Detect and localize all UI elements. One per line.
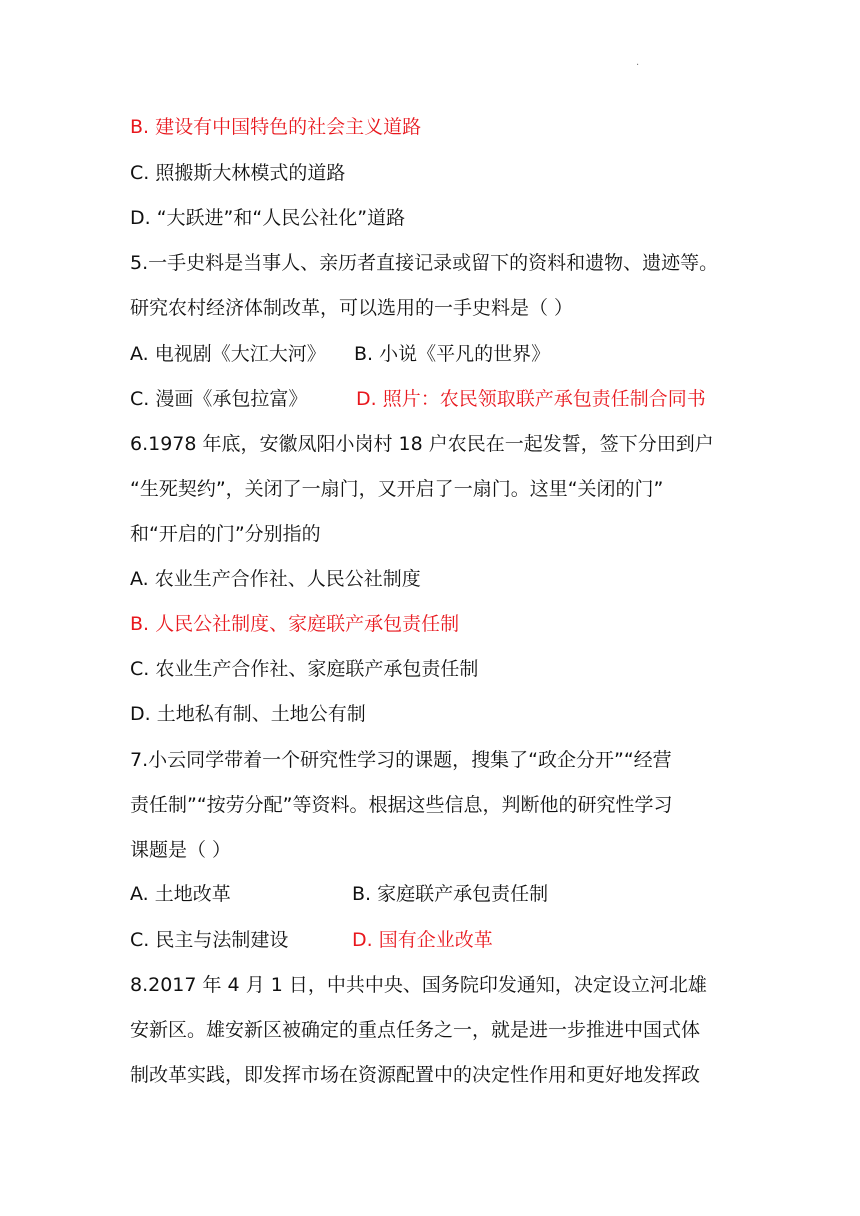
q7-option-a: A. 土地改革 [130, 883, 231, 905]
q5-option-d-answer: D. 照片：农民领取联产承包责任制合同书 [356, 388, 706, 410]
question-5-stem-cont: 研究农村经济体制改革，可以选用的一手史料是（ ） [130, 297, 574, 319]
question-7-stem-cont: 责任制”“按劳分配”等资料。根据这些信息，判断他的研究性学习 [130, 794, 673, 816]
question-8-stem: 8.2017 年 4 月 1 日，中共中央、国务院印发通知，决定设立河北雄 [130, 974, 707, 996]
q7-option-d-answer: D. 国有企业改革 [352, 929, 493, 951]
question-8-stem-cont: 安新区。雄安新区被确定的重点任务之一，就是进一步推进中国式体 [130, 1019, 701, 1041]
q7-options-row2 [130, 927, 493, 953]
option-c-prev: C. 照搬斯大林模式的道路 [130, 162, 346, 184]
question-6-stem-cont: “生死契约”，关闭了一扇门，又开启了一扇门。这里“关闭的门” [130, 478, 664, 500]
question-7-stem-cont2: 课题是（ ） [130, 839, 232, 861]
q5-options-row2 [130, 386, 706, 412]
option-d-prev: D. “大跃进”和“人民公社化”道路 [130, 207, 406, 229]
corner-mark: · [636, 60, 640, 71]
q5-options-row1 [130, 341, 551, 367]
option-b-answer-prev: B. 建设有中国特色的社会主义道路 [130, 116, 422, 138]
question-8-stem-cont2: 制改革实践，即发挥市场在资源配置中的决定性作用和更好地发挥政 [130, 1064, 701, 1086]
q7-options-row1 [130, 881, 549, 907]
question-6-stem-cont2: 和“开启的门”分别指的 [130, 523, 321, 545]
q6-option-b-answer: B. 人民公社制度、家庭联产承包责任制 [130, 613, 460, 635]
q5-option-c: C. 漫画《承包拉富》 [130, 388, 308, 410]
q6-option-a: A. 农业生产合作社、人民公社制度 [130, 568, 421, 590]
q7-option-b: B. 家庭联产承包责任制 [352, 883, 549, 905]
question-7-stem: 7.小云同学带着一个研究性学习的课题，搜集了“政企分开”“经营 [130, 749, 672, 771]
q6-option-c: C. 农业生产合作社、家庭联产承包责任制 [130, 658, 479, 680]
q5-option-a: A. 电视剧《大江大河》 [130, 343, 326, 365]
question-6-stem: 6.1978 年底，安徽凤阳小岗村 18 户农民在一起发誓，签下分田到户 [130, 433, 714, 455]
question-5-stem: 5.一手史料是当事人、亲历者直接记录或留下的资料和遗物、遗迹等。 [130, 252, 719, 274]
q5-option-b: B. 小说《平凡的世界》 [354, 343, 551, 365]
q6-option-d: D. 土地私有制、土地公有制 [130, 703, 366, 725]
q7-option-c: C. 民主与法制建设 [130, 929, 289, 951]
